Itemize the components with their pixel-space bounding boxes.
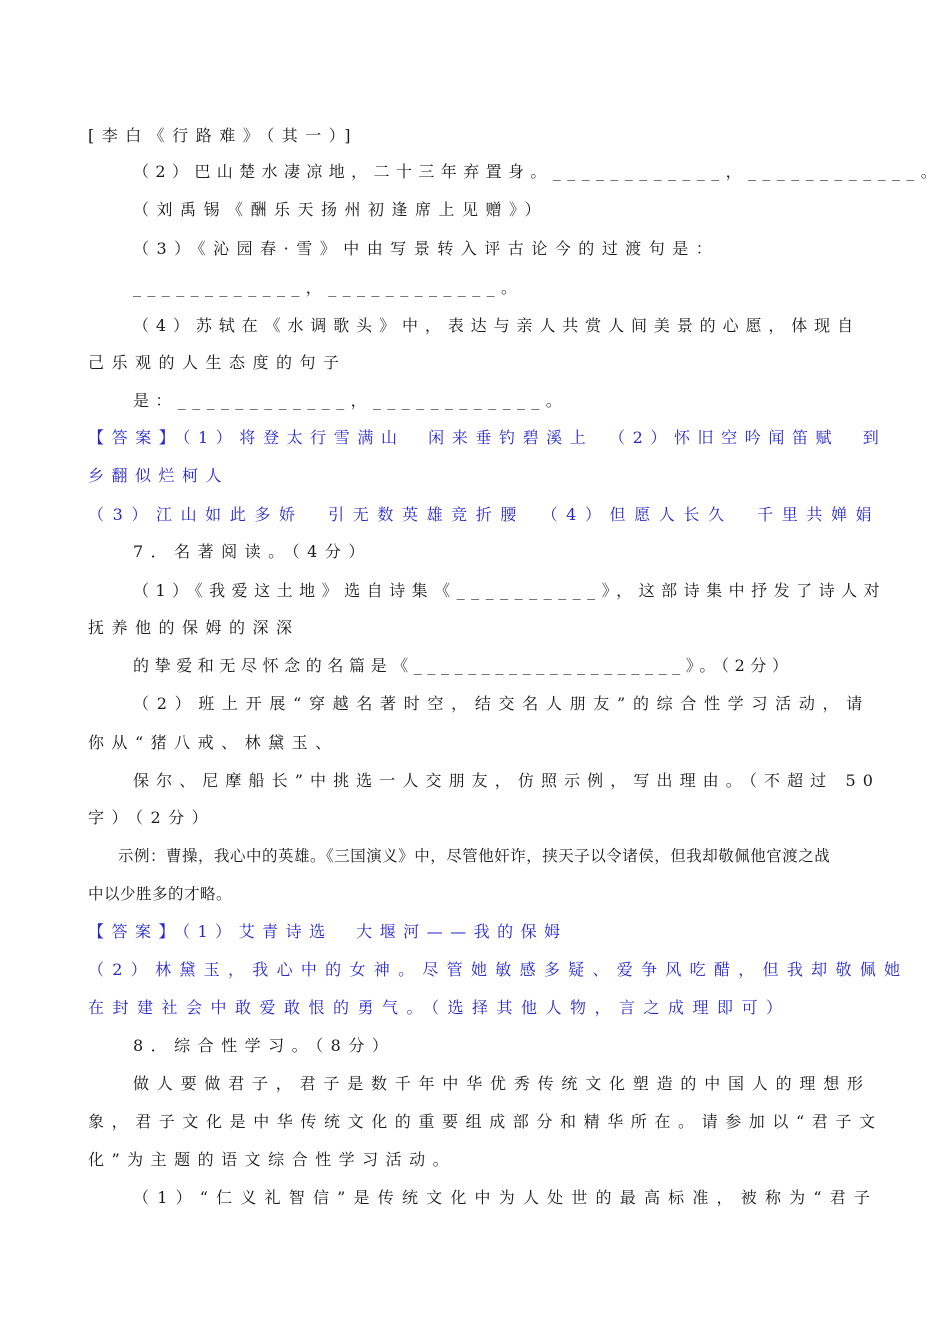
question-7-2-instruction: 保尔、尼摩船长”中挑选一人交朋友，仿照示例，写出理由。（不超过 50 xyxy=(133,771,881,790)
answer-6-line1: 【答案】（1）将登太行雪满山 闲来垂钓碧溪上 （2）怀旧空吟闻笛赋 到 xyxy=(88,428,887,447)
question-7-2-prompt: （2）班上开展“穿越名著时空，结交名人朋友”的综合性学习活动，请 xyxy=(133,694,870,713)
question-8-intro-line1: 做人要做君子，君子是数千年中华优秀传统文化塑造的中国人的理想形 xyxy=(133,1074,871,1093)
question-4-prompt-cont: 己乐观的人生态度的句子 xyxy=(88,353,347,372)
question-7-1-blank: 的挚爱和无尽怀念的名篇是《____________________》。（2分） xyxy=(133,656,794,675)
question-7-1-prompt: （1）《我爱这土地》选自诗集《__________》，这部诗集中抒发了诗人对 xyxy=(133,581,887,600)
poem-source-libai: [李白《行路难》（其一）] xyxy=(88,126,358,145)
question-8-intro-line3: 化”为主题的语文综合性学习活动。 xyxy=(88,1150,457,1169)
answer-6-line2: 乡翻似烂柯人 xyxy=(88,466,230,485)
question-8-1-prompt: （1）“仁义礼智信”是传统文化中为人处世的最高标准，被称为“君子 xyxy=(133,1188,879,1207)
question-3-blank: ____________，____________。 xyxy=(133,278,524,297)
question-7-1-prompt-cont: 抚养他的保姆的深深 xyxy=(88,618,300,637)
question-4-blank: 是：____________，____________。 xyxy=(133,391,569,410)
question-4-prompt: （4）苏轼在《水调歌头》中，表达与亲人共赏人间美景的心愿，体现自 xyxy=(133,316,860,335)
answer-7-line1: 【答案】（1）艾青诗选 大堰河——我的保姆 xyxy=(88,922,568,941)
question-3-prompt: （3）《沁园春·雪》中由写景转入评古论今的过渡句是： xyxy=(133,239,720,258)
question-8-heading: 8．综合性学习。（8分） xyxy=(133,1036,396,1055)
answer-7-line2: （2）林黛玉，我心中的女神。尽管她敏感多疑、爱争风吃醋，但我却敬佩她 xyxy=(88,960,909,979)
poem-source-liuyuxi: （刘禹锡《酬乐天扬州初逢席上见赠》） xyxy=(133,200,549,219)
answer-7-line3: 在封建社会中敢爱敢恨的勇气。（选择其他人物，言之成理即可） xyxy=(88,998,791,1017)
example-text-cont: 中以少胜多的才略。 xyxy=(88,885,233,903)
answer-6-line3: （3）江山如此多娇 引无数英雄竞折腰 （4）但愿人长久 千里共婵娟 xyxy=(88,505,881,524)
question-7-2-instruction-cont: 字）（2分） xyxy=(88,808,216,827)
question-7-heading: 7．名著阅读。（4分） xyxy=(133,542,372,561)
example-text: 示例：曹操，我心中的英雄。《三国演义》中，尽管他奸诈，挟天子以令诸侯，但我却敬佩他官渡之战 xyxy=(118,847,831,865)
question-2-blank: （2）巴山楚水凄凉地，二十三年弃置身。____________，____________。 xyxy=(133,162,944,181)
question-7-2-prompt-cont: 你从“猪八戒、林黛玉、 xyxy=(88,733,339,752)
question-8-intro-line2: 象，君子文化是中华传统文化的重要组成部分和精华所在。请参加以“君子文 xyxy=(88,1112,883,1131)
